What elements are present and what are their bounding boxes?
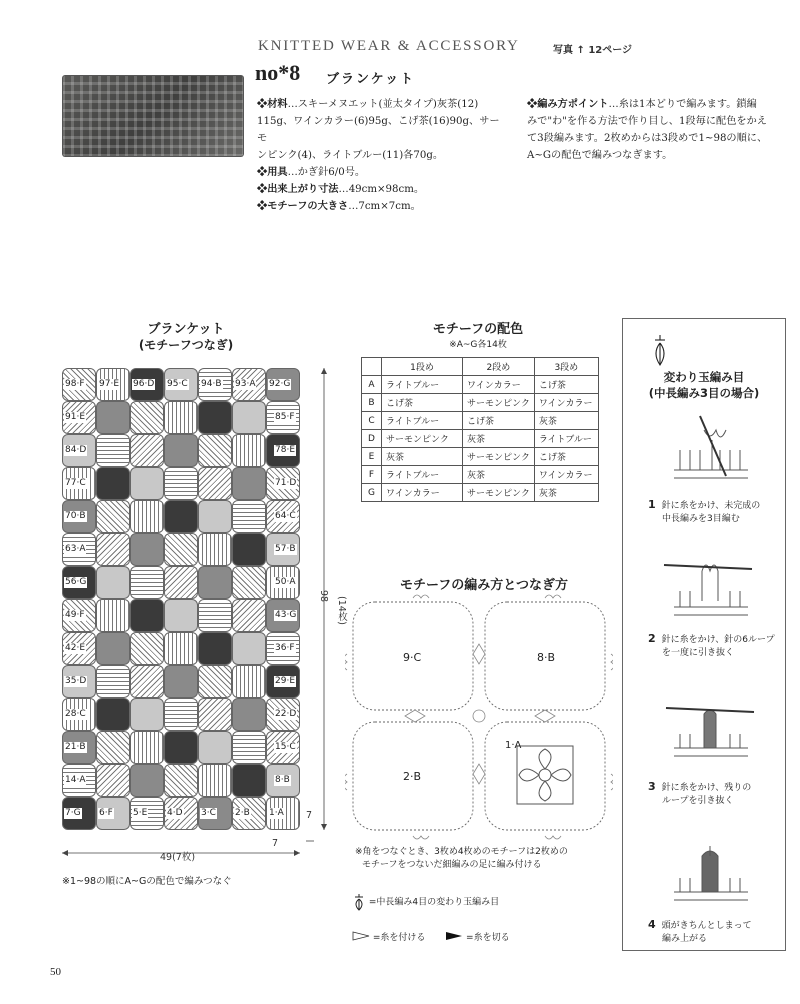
motif-label: 2·B [403, 770, 422, 783]
step-text [648, 632, 775, 660]
table-cell: ワインカラー [534, 394, 598, 412]
motif-number-label: 8·B [275, 775, 290, 785]
table-cell: ライトブルー [382, 376, 463, 394]
motif-number-label: 63·A [65, 544, 86, 554]
method-line: みで"わ"を作る方法で作り目し、1段毎に配色をかえ [527, 116, 767, 127]
photo-reference: 写真 ↑ 12ページ [553, 45, 633, 56]
order-note: ※1~98の順にA~Gの配色で編みつなぐ [62, 876, 232, 887]
motif-number-label: 56·G [65, 577, 87, 587]
table-cell: こげ茶 [463, 412, 535, 430]
table-cell: こげ茶 [534, 376, 598, 394]
table-cell: サーモンピンク [382, 430, 463, 448]
motif-number-label: 5·E [133, 808, 148, 818]
motif-number-label: 15·C [275, 742, 296, 752]
motif-number-label: 85·F [275, 412, 295, 422]
table-cell: サーモンピンク [463, 394, 535, 412]
table-cell: 灰茶 [463, 466, 535, 484]
bobble-stitch-icon [352, 893, 366, 911]
motif-number-label: 71·D [275, 478, 297, 488]
motif-number-label: 95·C [167, 379, 188, 389]
materials-line: …スキーメヌエット(並太タイプ)灰茶(12) [287, 99, 479, 110]
table-header-cell [362, 358, 382, 376]
table-cell: ワインカラー [463, 376, 535, 394]
tool-text: …かぎ針6/0号。 [287, 167, 366, 178]
join-note: ※角をつなぐとき、3枚め4枚めのモチーフは2枚めの [355, 847, 568, 857]
motif-number-label: 57·B [275, 544, 296, 554]
symbol-legend-text: =糸を付ける [372, 933, 426, 943]
table-cell: サーモンピンク [463, 484, 535, 502]
step-illustration [660, 830, 760, 908]
step-line: 中長編みを3目編む [662, 514, 740, 524]
motif-number-label: 94·B [201, 379, 222, 389]
motif-number-label: 93·A [235, 379, 256, 389]
materials-line: ンピンク(4)、ライトブルー(11)各70g。 [257, 150, 444, 161]
motif-number-label: 49·F [65, 610, 85, 620]
size-text: …49cm×98cm。 [338, 184, 425, 195]
step-number: 3 [648, 780, 656, 793]
step-illustration [660, 410, 760, 488]
blanket-diagram-subtitle: (モチーフつなぎ) [138, 338, 234, 352]
motif-number-label: 98·F [65, 379, 85, 389]
table-row [362, 484, 599, 502]
step-line: を一度に引き抜く [662, 648, 735, 658]
step-line: 頭がきちんとしまって [661, 921, 752, 931]
table-cell: こげ茶 [382, 394, 463, 412]
table-row [362, 376, 599, 394]
cut-yarn-icon [445, 931, 463, 944]
symbol-legend-item [352, 893, 499, 911]
crochet-chart [345, 594, 613, 840]
step-number: 2 [648, 632, 656, 645]
table-cell: ライトブルー [534, 430, 598, 448]
motif-number-label: 91·E [65, 412, 85, 422]
blanket-diagram-title: ブランケット [147, 322, 225, 337]
materials-label: 材料 [267, 98, 288, 110]
join-yarn-icon [352, 931, 370, 944]
motif-number-label: 36·F [275, 643, 295, 653]
table-cell: 灰茶 [463, 430, 535, 448]
step-line: 針に糸をかけ、針の6ループ [661, 635, 775, 645]
symbol-legend-text: =中長編み4目の変わり玉編み目 [368, 897, 500, 908]
table-header-cell: 1段め [382, 358, 463, 376]
motif-label: 9·C [403, 651, 422, 664]
table-cell: 灰茶 [382, 448, 463, 466]
table-cell: ワインカラー [382, 484, 463, 502]
width-dimension: 49(7枚) [160, 852, 196, 863]
step-line: 針に糸をかけ、残りの [661, 783, 752, 793]
motif-number-label: 21·B [65, 742, 86, 752]
series-title: KNITTED WEAR & ACCESSORY [258, 38, 520, 54]
method-block: ❖編み方ポイント…糸は1本どりで編みます。鎖編 みで"わ"を作る方法で作り目し、1段毎に配色をかえ て3段編みます。2枚めからは3段めで1~98の順に、 A~Gの配色で編みつなぎます。 [527, 96, 779, 164]
table-header-row [362, 358, 599, 376]
step-text [648, 918, 752, 946]
method-line: A~Gの配色で編みつなぎます。 [527, 150, 673, 161]
method-line: …糸は1本どりで編みます。鎖編 [608, 99, 757, 110]
join-note: モチーフをつないだ細編みの足に編み付ける [362, 860, 542, 870]
item-number: no*8 [255, 60, 301, 85]
join-diagram [345, 594, 613, 840]
table-cell: 灰茶 [534, 412, 598, 430]
size-label: 出来上がり寸法 [267, 183, 339, 195]
table-row [362, 394, 599, 412]
motif-label: 1·A [505, 740, 522, 751]
table-row [362, 412, 599, 430]
table-cell: ライトブルー [382, 412, 463, 430]
steps-subtitle: (中長編み3目の場合) [648, 386, 760, 400]
motif-number-label: 64·C [275, 511, 296, 521]
motif-number-label: 4·D [167, 808, 183, 818]
step-text [648, 498, 760, 526]
page-number: 50 [50, 966, 61, 978]
motif-size-text: …7cm×7cm。 [348, 201, 421, 212]
motif-number-label: 28·C [65, 709, 86, 719]
step-illustration [660, 545, 760, 623]
dimension-lines [56, 360, 336, 870]
motif-number-label: 84·D [65, 445, 87, 455]
motif-number-label: 70·B [65, 511, 86, 521]
motif-number-label: 92·G [269, 379, 291, 389]
item-title: ブランケット [326, 72, 416, 87]
step-line: 針に糸をかけ、未完成の [661, 501, 761, 511]
tool-label: 用具 [267, 166, 288, 178]
table-row [362, 448, 599, 466]
materials-line: 115g、ワインカラー(6)95g、こげ茶(16)90g、サーモ [257, 116, 500, 144]
table-cell: D [362, 430, 382, 448]
color-table-subtitle: ※A~G各14枚 [449, 340, 507, 350]
motif-number-label: 3·C [201, 808, 216, 818]
color-table [361, 357, 599, 502]
steps-title: 変わり玉編み目 [663, 370, 745, 384]
table-cell: F [362, 466, 382, 484]
motif-number-label: 22·D [275, 709, 297, 719]
motif-number-label: 50·A [275, 577, 296, 587]
symbol-legend-row [352, 930, 510, 944]
method-label: 編み方ポイント [537, 98, 609, 110]
table-cell: サーモンピンク [463, 448, 535, 466]
step-line: 編み上がる [662, 934, 708, 944]
motif-label: 8·B [537, 651, 556, 664]
height-dimension: 98 [318, 590, 329, 603]
table-header-cell: 3段め [534, 358, 598, 376]
motif-number-label: 97·E [99, 379, 119, 389]
motif-dimension-bottom: 7 [272, 838, 279, 849]
table-cell: E [362, 448, 382, 466]
table-cell: B [362, 394, 382, 412]
motif-size-label: モチーフの大きさ [267, 200, 349, 212]
symbol-legend-text: =糸を切る [466, 933, 510, 943]
height-count: (14枚) [336, 596, 347, 626]
join-diagram-title: モチーフの編み方とつなぎ方 [399, 578, 569, 593]
table-cell: C [362, 412, 382, 430]
table-header-cell: 2段め [463, 358, 535, 376]
color-table-title: モチーフの配色 [432, 322, 524, 337]
motif-number-label: 43·G [275, 610, 297, 620]
table-cell: こげ茶 [534, 448, 598, 466]
table-cell: ライトブルー [382, 466, 463, 484]
materials-block: ❖材料…スキーメヌエット(並太タイプ)灰茶(12) 115g、ワインカラー(6)95g、こげ茶(16)90g、サーモ ンピンク(4)、ライトブルー(11)各70g。 ❖用具…かぎ針6/0号。 ❖出来上がり寸法…49cm×98cm。 ❖モチーフの大きさ…7cm×7cm。 [257, 96, 507, 215]
step-number: 4 [648, 918, 656, 931]
motif-number-label: 1·A [269, 808, 284, 818]
table-row [362, 466, 599, 484]
motif-number-label: 35·D [65, 676, 87, 686]
motif-number-label: 29·E [275, 676, 295, 686]
method-line: て3段編みます。2枚めからは3段めで1~98の順に、 [527, 133, 768, 144]
motif-dimension-right: 7 [306, 810, 313, 821]
step-text [648, 780, 751, 808]
motif-number-label: 78·E [275, 445, 295, 455]
motif-number-label: 7·G [65, 808, 81, 818]
table-cell: ワインカラー [534, 466, 598, 484]
motif-number-label: 77·C [65, 478, 86, 488]
motif-number-label: 96·D [133, 379, 155, 389]
motif-number-label: 14·A [65, 775, 86, 785]
blanket-photo [62, 75, 244, 157]
motif-number-label: 6·F [99, 808, 113, 818]
motif-number-label: 2·B [235, 808, 250, 818]
table-row [362, 430, 599, 448]
motif-number-label: 42·E [65, 643, 85, 653]
step-illustration [660, 686, 760, 764]
table-cell: A [362, 376, 382, 394]
table-cell: 灰茶 [534, 484, 598, 502]
step-line: ループを引き抜く [662, 796, 734, 806]
table-cell: G [362, 484, 382, 502]
step-number: 1 [648, 498, 656, 511]
